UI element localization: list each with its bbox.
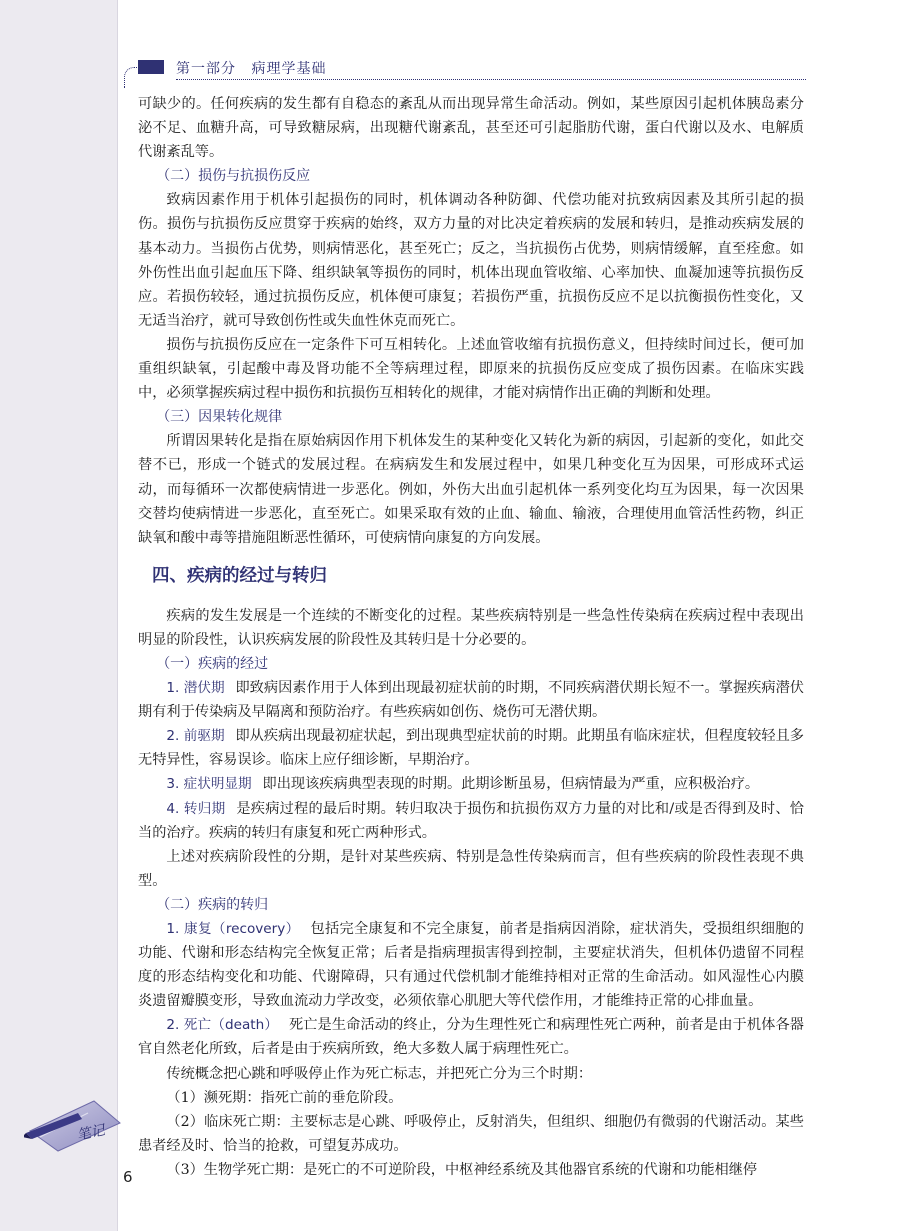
term-label: 1. 康复（recovery） — [166, 921, 300, 937]
term-label: 4. 转归期 — [166, 800, 226, 817]
notes-label: 笔记 — [75, 1122, 107, 1144]
term-text: 是疾病过程的最后时期。转归取决于损伤和抗损伤双方力量的对比和/或是否得到及时、恰当的治疗。疾病的转归有康复和死亡两种形式。 — [138, 800, 804, 841]
page-number: 6 — [123, 1168, 133, 1186]
list-item: （1）濒死期：指死亡前的垂危阶段。 — [166, 1089, 403, 1106]
page-body — [138, 92, 804, 1182]
term-text: 即致病因素作用于人体到出现最初症状前的时期，不同疾病潜伏期长短不一。掌握疾病潜伏期有利于传染病及早隔离和预防治疗。有些疾病如创伤、烧伤可无潜伏期。 — [138, 680, 804, 721]
notes-margin — [0, 0, 118, 1231]
paragraph: 可缺少的。任何疾病的发生都有自稳态的紊乱从而出现异常生命活动。例如，某些原因引起机体胰岛素分泌不足、血糖升高，可导致糖尿病，出现糖代谢紊乱，甚至还可引起脂肪代谢，蛋白代谢以及水、电解质代谢紊乱等。 — [138, 96, 804, 161]
paragraph: 致病因素作用于机体引起损伤的同时，机体调动各种防御、代偿功能对抗致病因素及其所引起的损伤。损伤与抗损伤反应贯穿于疾病的始终，双方力量的对比决定着疾病的发展和转归，是推动疾病发展的基本动力。当损伤占优势，则病情恶化，甚至死亡；反之，当抗损伤占优势，则病情缓解，直至痊愈。如外伤性出血引起血压下降、组织缺氧等损伤的同时，机体出现血管收缩、心率加快、血凝加速等抗损伤反应。若损伤较轻，通过抗损伤反应，机体便可康复；若损伤严重，抗损伤反应不足以抗衡损伤性变化，又无适当治疗，就可导致创伤性或失血性休克而死亡。 — [138, 192, 804, 329]
subsection-heading: （二）疾病的转归 — [156, 896, 269, 913]
running-header — [176, 58, 326, 78]
paragraph: 所谓因果转化是指在原始病因作用下机体发生的某种变化又转化为新的病因，引起新的变化，如此交替不已，形成一个链式的发展过程。在病病发生和发展过程中，如果几种变化互为因果，可形成环式运动，而每循环一次都使病情进一步恶化。例如，外伤大出血引起机体一系列变化均互为因果，每一次因果交替均使病情进一步恶化，直至死亡。如果采取有效的止血、输血、输液，合理使用血管活性药物，纠正缺氧和酸中毒等措施阻断恶性循环，可使病情向康复的方向发展。 — [138, 433, 804, 546]
paragraph — [138, 797, 804, 845]
term-label: 1. 潜伏期 — [166, 680, 225, 697]
header-marker — [138, 60, 164, 74]
paragraph — [138, 917, 804, 1013]
paragraph — [138, 676, 804, 724]
term-text: 即出现该疾病典型表现的时期。此期诊断虽易，但病情最为严重，应积极治疗。 — [262, 776, 760, 793]
list-item: （2）临床死亡期：主要标志是心跳、呼吸停止，反射消失，但组织、细胞仍有微弱的代谢活动。某些患者经及时、恰当的抢救，可望复苏成功。 — [138, 1113, 804, 1154]
notes-pen-icon — [24, 1093, 124, 1153]
paragraph: 上述对疾病阶段性的分期，是针对某些疾病、特别是急性传染病而言，但有些疾病的阶段性表现不典型。 — [138, 848, 804, 889]
term-text: 即从疾病出现最初症状起，到出现典型症状前的时期。此期虽有临床症状，但程度较轻且多无特异性，容易误诊。临床上应仔细诊断，早期治疗。 — [138, 728, 804, 769]
header-rule — [176, 79, 806, 80]
paragraph: 损伤与抗损伤反应在一定条件下可互相转化。上述血管收缩有抗损伤意义，但持续时间过长，便可加重组织缺氧，引起酸中毒及肾功能不全等病理过程，即原来的抗损伤反应变成了损伤因素。在临床实践中，必须掌握疾病过程中损伤和抗损伤互相转化的规律，才能对病情作出正确的判断和处理。 — [138, 336, 804, 402]
paragraph: 传统概念把心跳和呼吸停止作为死亡标志，并把死亡分为三个时期： — [166, 1065, 593, 1082]
paragraph — [138, 772, 804, 796]
paragraph — [138, 724, 804, 772]
subsection-heading: （三）因果转化规律 — [156, 409, 283, 426]
term-label: 2. 前驱期 — [166, 728, 225, 745]
term-label: 2. 死亡（death） — [166, 1017, 279, 1034]
term-label: 3. 症状明显期 — [166, 776, 252, 793]
list-item: （3）生物学死亡期：是死亡的不可逆阶段，中枢神经系统及其他器官系统的代谢和功能相继停 — [166, 1161, 758, 1178]
paragraph: 疾病的发生发展是一个连续的不断变化的过程。某些疾病特别是一些急性传染病在疾病过程中表现出明显的阶段性，认识疾病发展的阶段性及其转归是十分必要的。 — [138, 607, 804, 648]
subsection-heading: （二）损伤与抗损伤反应 — [156, 168, 311, 185]
term-text: 死亡是生命活动的终止，分为生理性死亡和病理性死亡两种，前者是由于机体各器官自然老化所致，后者是由于疾病所致，绝大多数人属于病理性死亡。 — [138, 1017, 804, 1058]
section-heading: 四、疾病的经过与转归 — [152, 565, 327, 586]
header-subject: 病理学基础 — [251, 61, 327, 77]
subsection-heading: （一）疾病的经过 — [156, 655, 269, 672]
term-text: 包括完全康复和不完全康复，前者是指病因消除，症状消失，受损组织细胞的功能、代谢和形态结构完全恢复正常；后者是指病理损害得到控制，主要症状消失，但机体仍遗留不同程度的形态结构变化和功能、代谢障碍，只有通过代偿机制才能维持相对正常的生命活动。如风湿性心内膜炎遗留瓣膜变形，导致血流动力学改变，必须依靠心肌肥大等代偿作用，才能维持正常的心排血量。 — [138, 921, 804, 1010]
paragraph — [138, 1013, 804, 1061]
header-part: 第一部分 — [176, 61, 236, 77]
